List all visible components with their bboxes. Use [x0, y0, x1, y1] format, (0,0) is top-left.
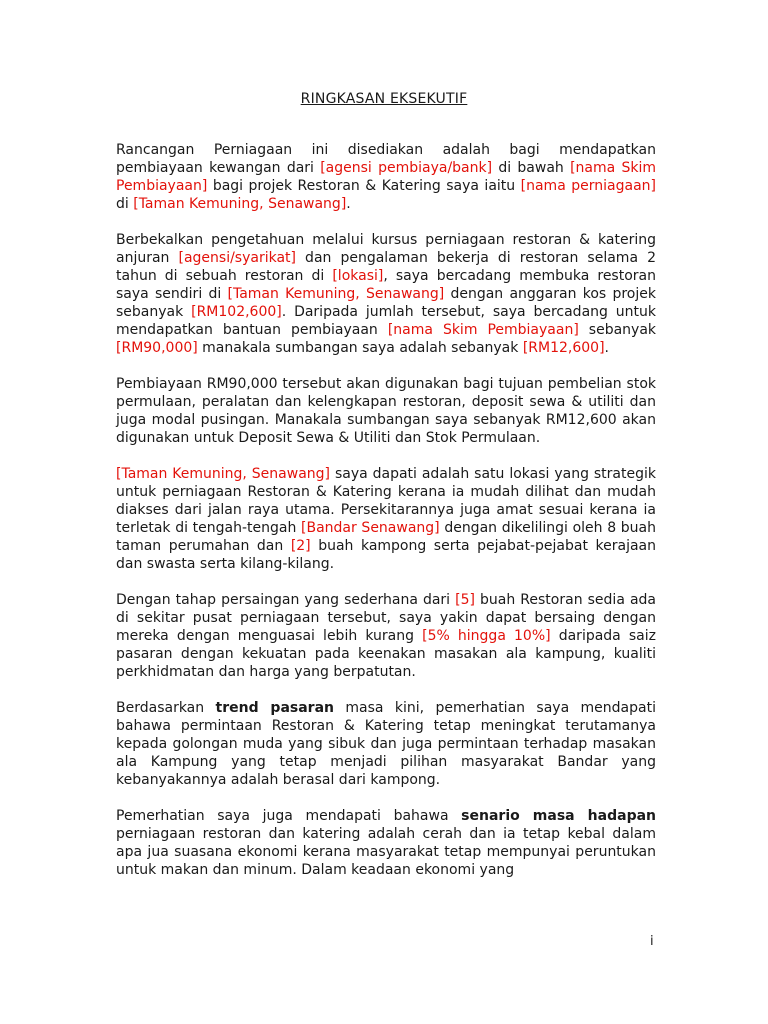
- placeholder-text: [Taman Kemuning, Senawang]: [227, 286, 445, 302]
- paragraph: [116, 591, 656, 681]
- body-text-run: perniagaan restoran dan katering adalah cerah dan ia tetap kebal dalam apa jua suasana ekonomi kerana masyarakat tetap mempunyai peruntukan untuk makan dan minum. Dalam keadaan ekonomi yang: [116, 826, 656, 878]
- body-text-run: sebanyak: [578, 322, 657, 338]
- placeholder-text: [lokasi]: [332, 268, 384, 284]
- body-text-run: , saya bercadang membuka restoran saya sendiri di: [116, 268, 656, 302]
- body-text-run: . Daripada jumlah tersebut, saya bercadang untuk mendapatkan bantuan pembiayaan: [116, 304, 657, 338]
- body-text-run: dengan anggaran kos projek sebanyak: [116, 286, 656, 320]
- body-text-run: Berdasarkan: [116, 700, 216, 716]
- body-text-run: manakala sumbangan saya adalah sebanyak: [197, 340, 523, 356]
- body-text-run: .: [346, 196, 351, 212]
- body-text-run: masa kini, pemerhatian saya mendapati bahawa permintaan Restoran & Katering tetap meningkat terutamanya kepada golongan muda yang sibuk dan juga permintaan terhadap masakan ala Kampung yang tetap menjadi pilihan masyarakat Bandar yang kebanyakannya adalah berasal dari kampong.: [116, 700, 656, 788]
- paragraph: [116, 231, 656, 357]
- placeholder-text: [Taman Kemuning, Senawang]: [116, 466, 331, 482]
- placeholder-text: [5% hingga 10%]: [422, 628, 551, 644]
- placeholder-text: [2]: [290, 538, 311, 554]
- body-text-run: dan pengalaman bekerja di restoran selama 2 tahun di sebuah restoran di: [116, 250, 656, 284]
- paragraph: [116, 465, 656, 573]
- body-text-run: .: [604, 340, 609, 356]
- body-text-run: Rancangan Perniagaan ini disediakan adalah bagi mendapatkan pembiayaan kewangan dari: [116, 142, 656, 176]
- placeholder-text: [5]: [455, 592, 475, 608]
- body-text-run: Pembiayaan RM90,000 tersebut akan digunakan bagi tujuan pembelian stok permulaan, peralatan dan kelengkapan restoran, deposit sewa & utiliti dan juga modal pusingan. Manakala sumbangan saya sebanyak RM12,600 akan digunakan untuk Deposit Sewa & Utiliti dan Stok Permulaan.: [116, 376, 656, 446]
- paragraph: [116, 141, 656, 213]
- body-text-run: buah Restoran sedia ada di sekitar pusat perniagaan tersebut, saya yakin dapat bersaing dengan mereka dengan menguasai lebih kurang: [116, 592, 656, 644]
- paragraph: [116, 807, 656, 879]
- page-title: RINGKASAN EKSEKUTIF: [300, 91, 468, 107]
- body-text-run: saya dapati adalah satu lokasi yang strategik untuk perniagaan Restoran & Katering kerana ia mudah dilihat dan mudah diakses dari jalan raya utama. Persekitarannya juga amat sesuai kerana ia terletak di tengah-tengah: [116, 466, 656, 536]
- paragraph: [116, 375, 656, 447]
- paragraph: [116, 699, 656, 789]
- emphasis-text: senario masa hadapan: [461, 808, 657, 824]
- body-text-run: Berbekalkan pengetahuan melalui kursus perniagaan restoran & katering anjuran: [116, 232, 656, 266]
- placeholder-text: [agensi/syarikat]: [178, 250, 296, 266]
- body-text-run: Pemerhatian saya juga mendapati bahawa: [116, 808, 462, 824]
- emphasis-text: trend pasaran: [215, 700, 334, 716]
- placeholder-text: [RM102,600]: [191, 304, 282, 320]
- page-number: i: [650, 934, 654, 949]
- body-text-run: buah kampong serta pejabat-pejabat kerajaan dan swasta serta kilang-kilang.: [116, 538, 656, 572]
- body-text-run: di bawah: [492, 160, 571, 176]
- placeholder-text: [nama Skim Pembiayaan]: [387, 322, 579, 338]
- placeholder-text: [nama perniagaan]: [520, 178, 656, 194]
- document-body: [116, 141, 656, 897]
- placeholder-text: [agensi pembiaya/bank]: [320, 160, 493, 176]
- body-text-run: dengan dikelilingi oleh 8 buah taman perumahan dan: [116, 520, 656, 554]
- placeholder-text: [RM90,000]: [116, 340, 198, 356]
- placeholder-text: [Bandar Senawang]: [301, 520, 440, 536]
- body-text-run: daripada saiz pasaran dengan kekuatan pada keenakan masakan ala kampung, kualiti perkhidmatan dan harga yang berpatutan.: [116, 628, 656, 680]
- placeholder-text: [RM12,600]: [522, 340, 605, 356]
- body-text-run: di: [116, 196, 134, 212]
- body-text-run: bagi projek Restoran & Katering saya iaitu: [207, 178, 521, 194]
- placeholder-text: [nama Skim Pembiayaan]: [116, 160, 656, 194]
- placeholder-text: [Taman Kemuning, Senawang]: [133, 196, 347, 212]
- body-text-run: Dengan tahap persaingan yang sederhana dari: [116, 592, 456, 608]
